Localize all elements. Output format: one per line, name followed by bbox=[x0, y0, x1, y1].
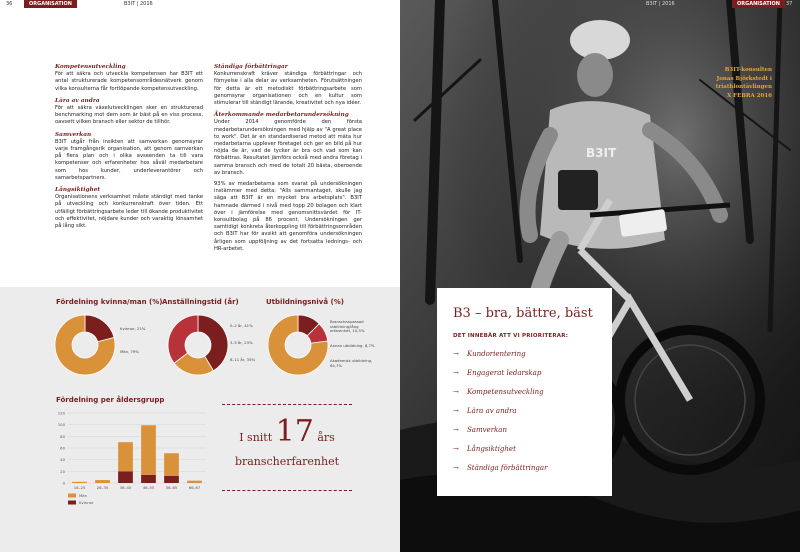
pie-label: Kvinnor, 21% bbox=[120, 326, 146, 331]
heading-medarbetarundersokning: Återkommande medarbetarundersökning bbox=[214, 112, 349, 119]
y-tick-label: 60 bbox=[60, 445, 65, 451]
pie-label: Män, 79% bbox=[120, 349, 139, 354]
avg-line2: branscherfarenhet bbox=[234, 455, 340, 468]
heading-langsiktighet: Långsiktighet bbox=[55, 187, 101, 194]
pie-label: Annan utbildning, 8,7% bbox=[330, 343, 375, 348]
caption-line: triathlontävlingen bbox=[715, 84, 772, 90]
jersey-logo: B3IT bbox=[586, 146, 617, 160]
heading-standiga-forbattringar: Ständiga förbättringar bbox=[214, 64, 288, 70]
priority-item: → Engagerat ledarskap bbox=[453, 364, 596, 383]
arrow-right-icon: → bbox=[453, 388, 459, 396]
heading-samverkan: Samverkan bbox=[55, 131, 92, 138]
text-column-2 bbox=[214, 64, 362, 253]
bar-man bbox=[141, 425, 156, 475]
y-tick-label: 40 bbox=[60, 457, 65, 463]
pie-label: 3–5 år, 23% bbox=[230, 340, 253, 345]
y-tick-label: 100 bbox=[57, 422, 65, 428]
arrow-right-icon: → bbox=[453, 407, 459, 415]
priority-item: → Kundorientering bbox=[453, 345, 596, 364]
bar-man bbox=[164, 453, 179, 476]
chart-title-age: Fördelning per åldersgrupp bbox=[56, 396, 165, 404]
legend-swatch bbox=[68, 501, 76, 505]
paragraph: Under 2014 genomförde den första medarbetarundersökningen med hjälp av "A great place to work". Det är en standardiserad metod att mäta hur medarbetarna upplever företaget och ger en bild på hur nöjda de är, vad de tycker är bra och vad som kan förbättras. Resultatet jämförs också med andra företag i samma bransch och med de totalt 20 bästa, oberoende av bransch. bbox=[214, 119, 362, 176]
pie-label: 0–2 år, 41% bbox=[230, 323, 253, 328]
chart-title-tenure: Anställningstid (år) bbox=[162, 298, 239, 306]
avg-suffix: års bbox=[317, 431, 335, 444]
x-tick-label: 46–55 bbox=[142, 485, 155, 490]
paragraph: 93% av medarbetarna som svarat på undersökningen instämmer med detta: "Alls sammantaget, skulle jag säga att B3IT är en mycket bra arbetsplats". B3IT hamnade därmed i nivå med topp 20 bolagen och klart över i jämförelse med genomsnittsvärdet för IT-konsultbolag på 86 procent. Undersökningen ger samtidigt konkreta återkoppling till förbättringsområden och B3IT har för avsikt att genomföra undersökningen årligen som uppföljning av det fortsatta lednings- och HR-arbetet. bbox=[214, 181, 362, 252]
arrow-right-icon: → bbox=[453, 369, 459, 377]
legend-swatch bbox=[68, 494, 76, 498]
y-tick-label: 120 bbox=[57, 410, 65, 416]
paragraph: Organisationens verksamhet måste ständigt med tanke på utveckling och konkurrenskraft över tiden. Ett utfälligt förbättringsarbete leder till ökande produktivitet och effektivitet, nöjdare kunder och varaktig lönsamhet på lång sikt. bbox=[55, 194, 203, 230]
paragraph: För att säkra växelutvecklingen sker en strukturerad benchmarking mot dem som är bäst på en viss process, oavsett vilken bransch eller sektor de tillhör. bbox=[55, 105, 203, 126]
card-subtitle: DET INNEBÄR ATT VI PRIORITERAR: bbox=[453, 333, 569, 339]
running-title-left: B3IT | 2016 bbox=[124, 1, 153, 7]
priority-item: → Lära av andra bbox=[453, 402, 596, 421]
divider-bottom bbox=[222, 490, 352, 491]
average-experience-box bbox=[222, 405, 352, 490]
caption-line: X FEBRA 2016 bbox=[727, 92, 772, 99]
pie-label: Branschanpassad utbildning/lång erfarenhet, 10,5% bbox=[330, 319, 365, 334]
arrow-right-icon: → bbox=[453, 445, 459, 453]
legend-label: Män bbox=[79, 493, 88, 498]
arrow-right-icon: → bbox=[453, 426, 459, 434]
x-tick-label: 16–25 bbox=[73, 485, 86, 490]
heading-lara-av-andra: Lära av andra bbox=[55, 97, 100, 104]
section-tag-right: ORGANISATION bbox=[732, 0, 785, 8]
bar-man bbox=[187, 481, 202, 483]
chart-title-gender: Fördelning kvinna/man (%) bbox=[56, 298, 163, 306]
x-tick-label: 26–35 bbox=[96, 485, 109, 490]
avg-prefix: I snitt bbox=[239, 431, 273, 444]
priorities-card bbox=[437, 288, 612, 496]
text-column-1 bbox=[55, 64, 203, 230]
page-number-left: 36 bbox=[6, 1, 13, 7]
paragraph: B3IT utgår från insikten att samverkan genomsyrar varje framgångsrik organisation, att genom samverkan på flera plan och i olika avseenden ta till vara kompetenser och erfarenheter hos såväl medarbetare som hos kunder, underleverantörer och samarbetspartners. bbox=[55, 138, 203, 181]
priority-list bbox=[453, 345, 596, 478]
pie-label: Akademisk utbildning, 64,7% bbox=[330, 358, 373, 368]
priority-item: → Samverkan bbox=[453, 421, 596, 440]
x-tick-label: 66–67 bbox=[188, 485, 201, 490]
arrow-right-icon: → bbox=[453, 464, 459, 472]
paragraph: För att säkra och utveckla kompetensen har B3IT ett antal strukturerade kompetensområdesnätverk genom vilka konsulterna får fortlöpande kompetensutveckling. bbox=[55, 71, 203, 92]
bar-kvinna bbox=[164, 476, 179, 483]
legend-label: Kvinnor bbox=[79, 500, 94, 505]
heading-kompetensutveckling: Kompetensutveckling bbox=[55, 64, 126, 70]
x-tick-label: 56–65 bbox=[165, 485, 178, 490]
running-title-right: B3IT | 2016 bbox=[646, 1, 675, 7]
caption-line: B3IT-konsulten bbox=[724, 67, 772, 73]
y-tick-label: 80 bbox=[60, 433, 65, 439]
caption-line: Jonas Björkstedt i bbox=[716, 75, 772, 82]
priority-item: → Långsiktighet bbox=[453, 440, 596, 459]
bar-man bbox=[95, 480, 110, 483]
age-bar-chart bbox=[50, 405, 210, 515]
bar-kvinna bbox=[141, 475, 156, 483]
section-tag-left: ORGANISATION bbox=[24, 0, 77, 8]
pie-label: 6–11 år, 35% bbox=[230, 357, 256, 362]
bar-man bbox=[72, 482, 87, 483]
card-title: B3 – bra, bättre, bäst bbox=[453, 306, 593, 321]
avg-number: 17 bbox=[275, 414, 314, 449]
photo-caption bbox=[716, 66, 772, 100]
y-tick-label: 0 bbox=[62, 480, 65, 486]
chart-title-education: Utbildningsnivå (%) bbox=[266, 298, 344, 306]
bar-kvinna bbox=[118, 471, 133, 483]
paragraph: Konkurrenskraft kräver ständiga förbättringar och förnyelse i alla delar av verksamheten. Förutsättningen för detta är ett metodiskt förbättringsarbete som genomsyrar organisationen och en kultur som stimulerar till ständigt lärande, kreativitet och nya idéer. bbox=[214, 71, 362, 107]
page-number-right: 37 bbox=[786, 1, 793, 7]
x-tick-label: 36–45 bbox=[119, 485, 132, 490]
priority-item: → Kompetensutveckling bbox=[453, 383, 596, 402]
priority-item: → Ständiga förbättringar bbox=[453, 459, 596, 478]
y-tick-label: 20 bbox=[60, 468, 65, 474]
arrow-right-icon: → bbox=[453, 350, 459, 358]
bar-man bbox=[118, 442, 133, 471]
